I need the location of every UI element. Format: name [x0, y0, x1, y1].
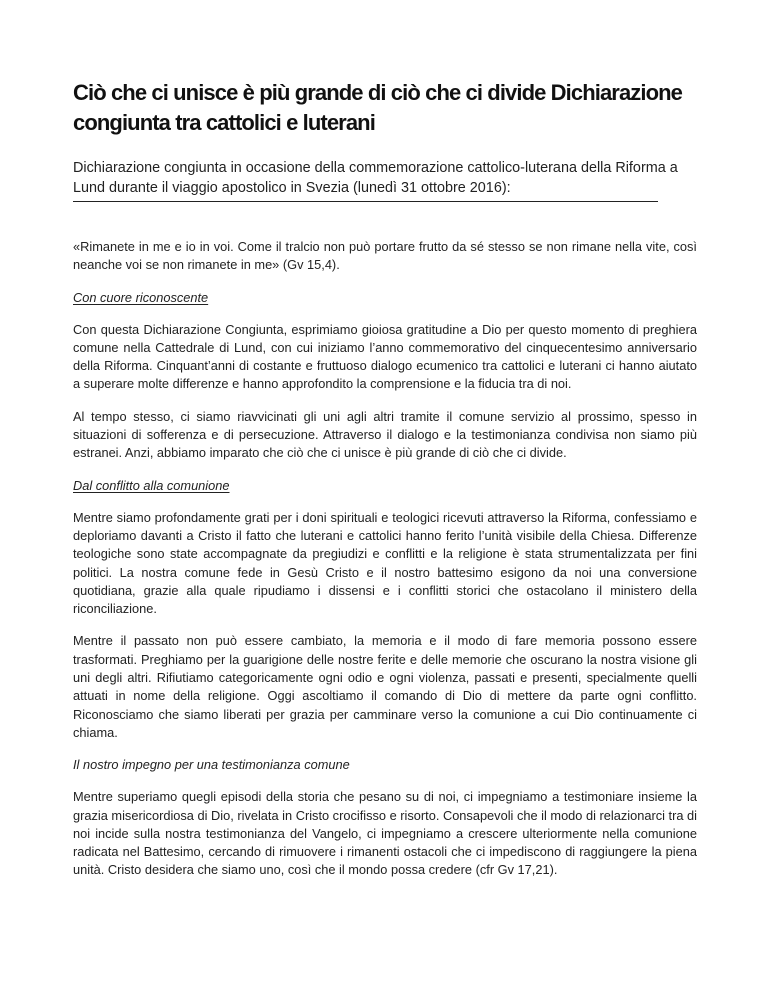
paragraph: Al tempo stesso, ci siamo riavvicinati gli uni agli altri tramite il comune servizio al prossimo, spesso in situazioni di sofferenza e di persecuzione. Attraverso il dialogo e la testimonianza condivisa non siamo più estranei. Anzi, abbiamo imparato che ciò che ci unisce è più grande di ciò che ci divide.: [73, 408, 697, 461]
paragraph: Con questa Dichiarazione Congiunta, esprimiamo gioiosa gratitudine a Dio per questo momento di preghiera comune nella Cattedrale di Lund, con cui iniziamo l’anno commemorativo del cinquecentesimo anniversario della Riforma. Cinquant’anni di costante e fruttuoso dialogo ecumenico tra cattolici e luterani ci hanno aiutato a superare molte differenze e hanno approfondito la comprensione e la fiducia tra di noi.: [73, 321, 697, 392]
section-heading-common-witness: Il nostro impegno per una testimonianza comune: [73, 757, 350, 773]
separator-line: [73, 201, 658, 202]
document-subtitle: Dichiarazione congiunta in occasione della commemorazione cattolico-luterana della Riforma a Lund durante il viaggio apostolico in Svezia (lunedì 31 ottobre 2016):: [73, 160, 678, 196]
paragraph: Mentre siamo profondamente grati per i doni spirituali e teologici ricevuti attraverso la Riforma, confessiamo e deploriamo davanti a Cristo il fatto che luterani e cattolici hanno ferito l’unità visibile della Chiesa. Differenze teologiche sono state accompagnate da pregiudizi e conflitti e la religione è stata strumentalizzata per fini politici. La nostra comune fede in Gesù Cristo e il nostro battesimo esigono da noi una conversione quotidiana, grazie alla quale ripudiamo i dissensi e i conflitti storici che ostacolano il ministero della riconciliazione.: [73, 509, 697, 617]
section-heading-conflict-to-communion: Dal conflitto alla comunione: [73, 477, 230, 493]
section-heading-gratitude: Con cuore riconoscente: [73, 289, 209, 305]
bible-quote: «Rimanete in me e io in voi. Come il tralcio non può portare frutto da sé stesso se non rimane nella vite, così neanche voi se non rimanete in me» (Gv 15,4).: [73, 239, 697, 273]
paragraph: Mentre superiamo quegli episodi della storia che pesano su di noi, ci impegniamo a testimoniare insieme la grazia misericordiosa di Dio, rivelata in Cristo crocifisso e risorto. Consapevoli che il modo di relazionarci tra di noi incide sulla nostra testimonianza del Vangelo, ci impegniamo a crescere ulteriormente nella comunione radicata nel Battesimo, cercando di rimuovere i rimanenti ostacoli che ci impediscono di raggiungere la piena unità. Cristo desidera che siamo uno, così che il mondo possa credere (cfr Gv 17,21).: [73, 789, 697, 878]
document-title: Ciò che ci unisce è più grande di ciò che ci divide Dichiarazione congiunta tra cattolici e luterani: [73, 80, 683, 135]
paragraph: Mentre il passato non può essere cambiato, la memoria e il modo di fare memoria possono essere trasformati. Preghiamo per la guarigione delle nostre ferite e delle memorie che oscurano la nostra visione gli uni degli altri. Rifiutiamo categoricamente ogni odio e ogni violenza, passati e presenti, specialmente quelli attuati in nome della religione. Oggi ascoltiamo il comando di Dio di mettere da parte ogni conflitto. Riconosciamo che siamo liberati per grazia per camminare verso la comunione a cui Dio continuamente ci chiama.: [73, 633, 697, 740]
